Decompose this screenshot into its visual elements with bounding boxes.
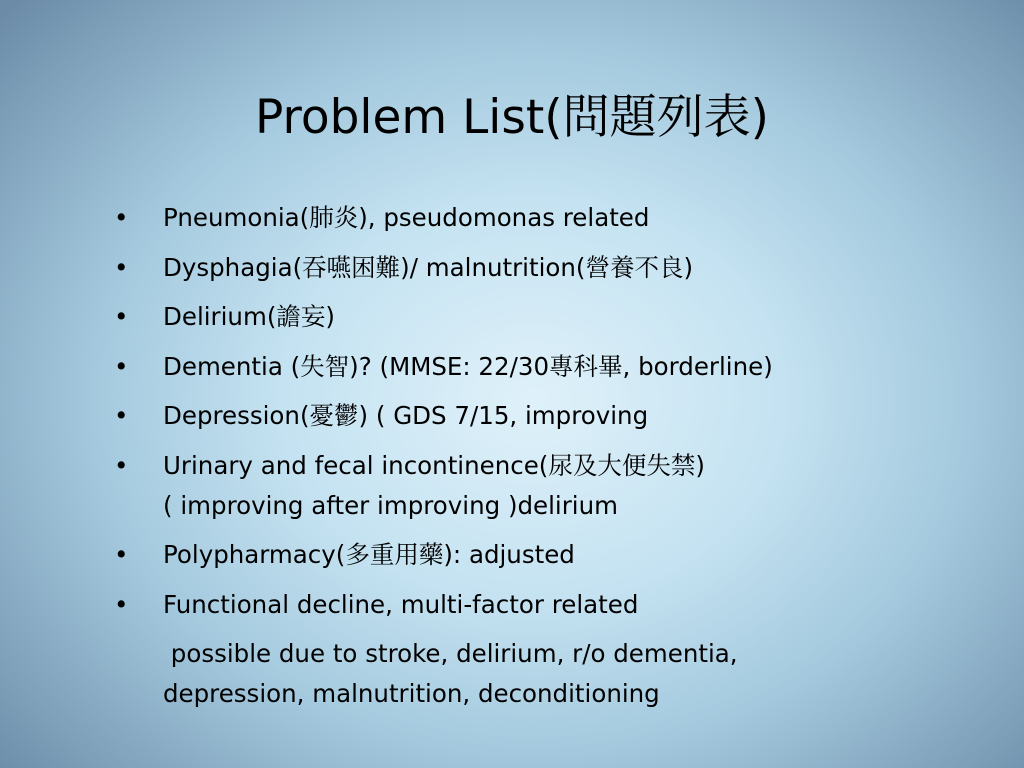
list-item-text-continued: ( improving after improving )delirium	[163, 490, 619, 520]
bullet-icon: •	[114, 450, 129, 480]
list-item-text: Delirium(譫妄)	[163, 302, 335, 331]
list-item-text: Polypharmacy(多重用藥): adjusted	[163, 540, 575, 569]
list-item-text: Dementia (失智)? (MMSE: 22/30專科畢, borderline)	[163, 351, 773, 381]
list-item	[114, 446, 994, 526]
list-item	[114, 396, 994, 436]
slide-title: Problem List(問題列表)	[255, 90, 769, 145]
list-item	[114, 248, 994, 288]
list-item	[114, 297, 994, 337]
bullet-icon: •	[114, 351, 129, 381]
problem-list	[114, 198, 994, 714]
list-continuation	[114, 634, 994, 714]
bullet-icon: •	[114, 302, 129, 331]
list-item-text: Pneumonia(肺炎), pseudomonas related	[163, 203, 650, 232]
list-item	[114, 535, 994, 575]
bullet-icon: •	[114, 589, 129, 619]
list-item	[114, 585, 994, 625]
continuation-text: possible due to stroke, delirium, r/o dementia,	[163, 639, 738, 668]
list-item	[114, 198, 994, 238]
list-item-text: Functional decline, multi-factor related	[163, 589, 639, 619]
bullet-icon: •	[114, 203, 129, 232]
list-item	[114, 347, 994, 387]
bullet-icon: •	[114, 401, 129, 430]
bullet-icon: •	[114, 252, 129, 282]
list-item-text: Urinary and fecal incontinence(尿及大便失禁)	[163, 450, 705, 480]
list-item-text: Dysphagia(吞嚥困難)/ malnutrition(營養不良)	[163, 252, 694, 282]
list-item-text: Depression(憂鬱) ( GDS 7/15, improving	[163, 401, 649, 430]
bullet-icon: •	[114, 540, 129, 569]
continuation-text: depression, malnutrition, deconditioning	[163, 679, 660, 708]
